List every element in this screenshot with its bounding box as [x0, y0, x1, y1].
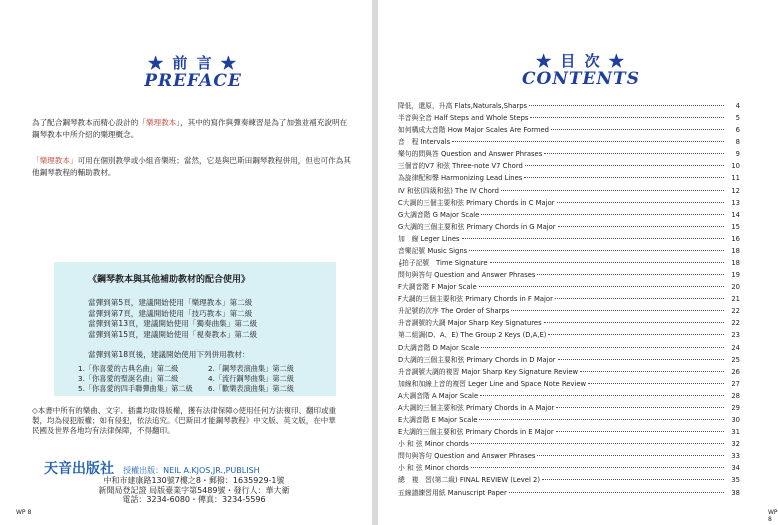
preface-heading [118, 52, 268, 90]
toc-leader-dots [544, 153, 724, 154]
toc-leader-dots [501, 190, 724, 191]
toc-entry-page: 22 [731, 319, 740, 328]
toc-entry-page: 6 [735, 126, 740, 135]
toc-leader-dots [471, 467, 724, 468]
toc-leader-dots [556, 431, 724, 432]
toc-entry-page: 22 [731, 307, 740, 316]
toc-entry [398, 136, 740, 148]
toc-entry-page: 23 [731, 331, 740, 340]
toc-entry-title: G大調音階 G Major Scale [398, 210, 480, 219]
toc-leader-dots [556, 407, 724, 408]
toc-entry [398, 221, 740, 233]
book-list-column-left [78, 364, 203, 394]
paragraph-1-lead: 為了配合鋼琴教本而精心設計的「 [32, 118, 146, 127]
toc-leader-dots [480, 395, 724, 396]
toc-entry-page: 34 [731, 464, 740, 473]
toc-entry-title: F大調音階 F Major Scale [398, 283, 477, 292]
toc-entry-title: 五線譜練習用紙 Manuscript Paper [398, 488, 507, 497]
toc-leader-dots [462, 238, 724, 239]
toc-leader-dots [542, 479, 724, 480]
toc-leader-dots [479, 419, 724, 420]
toc-entry-title: 音樂記號 Music Signs [398, 246, 468, 255]
usage-line: 當彈到第15頁，建議開始使用「視奏教本」第二級 [88, 329, 258, 339]
toc-entry [398, 197, 740, 209]
toc-leader-dots [558, 226, 724, 227]
toc-entry-title: D大調音階 D Major Scale [398, 343, 480, 352]
toc-entry [398, 378, 740, 390]
book-item: 5.「你喜愛的四手聯彈曲集」第二級 [78, 384, 193, 393]
toc-entry-title: 升記號的次序 The Order of Sharps [398, 307, 510, 316]
toc-entry-page: 9 [735, 150, 740, 159]
toc-entry-title: 半音與全音 Half Steps and Whole Steps [398, 114, 529, 123]
toc-entry [398, 450, 740, 462]
toc-leader-dots [529, 105, 724, 106]
toc-entry-title: 如何構成大音階 How Major Scales Are Formed [398, 126, 550, 135]
toc-entry-page: 15 [731, 222, 740, 231]
toc-entry [398, 414, 740, 426]
toc-entry [398, 293, 740, 305]
usage-line: 當彈到第5頁，建議開始使用「樂理教本」第二級 [88, 298, 253, 307]
toc-entry-title: G大調的三個主要和弦 Primary Chords in G Major [398, 222, 556, 231]
toc-leader-dots [530, 117, 724, 118]
toc-entry-title: E大調音階 E Major Scale [398, 416, 478, 425]
toc-leader-dots [558, 359, 724, 360]
preface-page [0, 0, 372, 525]
toc-entry-title: 小 和 弦 Minor chords [398, 440, 469, 449]
toc-entry [398, 160, 740, 172]
publisher-header [44, 458, 344, 476]
toc-entry-title: 第二組調(D、A、E) The Group 2 Keys (D,A,E) [398, 331, 547, 340]
toc-entry-title: C大調的三個主要和弦 Primary Chords in C Major [398, 198, 555, 207]
toc-entry-page: 10 [731, 162, 740, 171]
toc-leader-dots [580, 371, 724, 372]
contents-page [378, 0, 778, 525]
toc-leader-dots [588, 383, 724, 384]
toc-entry [398, 257, 740, 269]
book-item: 6.「歡樂表演曲集」第二級 [208, 384, 294, 393]
toc-entry [398, 487, 740, 499]
toc-leader-dots [509, 492, 724, 493]
toc-entry [398, 269, 740, 281]
book-list-column-right [208, 364, 333, 394]
toc-entry-title: 加 線 Leger Lines [398, 234, 460, 243]
toc-entry-page: 4 [735, 102, 740, 110]
toc-entry-title: 𝄞拍子記號 Time Signature [398, 259, 488, 268]
toc-entry-page: 14 [731, 210, 740, 219]
usage-line: 當彈到第13頁，建議開始使用「獨奏曲集」第二級 [88, 319, 258, 328]
toc-entry [398, 209, 740, 221]
preface-paragraph-1 [32, 117, 352, 141]
toc-leader-dots [490, 262, 724, 263]
toc-entry [398, 124, 740, 136]
toc-entry-title: 升音調號大調的複習 Major Sharp Key Signature Review [398, 367, 579, 376]
toc-entry [398, 390, 740, 402]
toc-entry-page: 12 [731, 186, 740, 195]
toc-entry-title: IV 和弦(四級和弦) The IV Chord [398, 186, 499, 195]
toc-entry-title: A大調音階 A Major Scale [398, 391, 479, 400]
toc-leader-dots [555, 298, 724, 299]
box-note: 當彈到第18頁後，建議開始使用下列併用教材： [88, 350, 250, 359]
toc-entry-page: 27 [731, 379, 740, 388]
toc-leader-dots [471, 443, 724, 444]
toc-entry-page: 33 [731, 452, 740, 461]
toc-entry [398, 317, 740, 329]
toc-entry [398, 100, 740, 112]
toc-entry [398, 281, 740, 293]
paragraph-1-highlight: 樂理教本 [145, 118, 177, 127]
toc-leader-dots [551, 129, 724, 130]
toc-entry [398, 402, 740, 414]
box-title: 《鋼琴教本與其他補助教材的配合使用》 [88, 275, 251, 285]
contents-heading-chinese: ★ 目 次 ★ [536, 52, 626, 70]
page-folio: WP 8 [16, 509, 32, 516]
toc-leader-dots [557, 202, 724, 203]
toc-entry [398, 185, 740, 197]
toc-entry-title: 三個音的V7 和弦 Three-note V7 Chord [398, 162, 523, 171]
toc-entry [398, 245, 740, 257]
preface-heading-chinese: ★ 前 言 ★ [148, 54, 238, 72]
toc-leader-dots [537, 455, 724, 456]
page-folio: WP 8 [768, 509, 778, 523]
book-item: 4.「流行鋼琴曲集」第二級 [208, 374, 294, 383]
toc-leader-dots [469, 250, 724, 251]
toc-entry-page: 16 [731, 234, 740, 243]
toc-entry [398, 329, 740, 341]
publisher-block [44, 458, 344, 505]
toc-entry [398, 233, 740, 245]
toc-entry [398, 462, 740, 474]
toc-leader-dots [481, 347, 724, 348]
toc-leader-dots [524, 177, 724, 178]
supplementary-materials-box [54, 262, 336, 396]
publisher-address: 中和市建康路130號7樓之8・郵撥：1635929-1號 [103, 476, 285, 485]
toc-entry [398, 342, 740, 354]
toc-entry-page: 28 [731, 391, 740, 400]
toc-entry-page: 25 [731, 355, 740, 364]
toc-entry-page: 35 [731, 476, 740, 485]
toc-entry-title: 加線和加線上音的複習 Leger Line and Space Note Review [398, 379, 587, 388]
toc-entry-page: 18 [731, 259, 740, 268]
toc-leader-dots [481, 214, 724, 215]
toc-entry-page: 18 [731, 246, 740, 255]
book-item: 2.「鋼琴表演曲集」第二級 [208, 364, 294, 373]
copyright-notice: ◇本書中所有的樂曲、文字、插畫均取得版權，獲有法律保障◇使用任何方法複印、翻印或重製，均為侵犯版權；如有侵犯，依法追究。《巴斯田才能鋼琴教程》中文版、英文版，在中華民國及世界各地均有法律保障，不得翻印。 [32, 406, 337, 435]
toc-leader-dots [544, 322, 724, 323]
toc-entry-title: 音 程 Intervals [398, 138, 451, 147]
publisher-phone: 電話：3234-6080・傳真：3234-5596 [122, 495, 266, 504]
toc-entry-page: 19 [731, 271, 740, 280]
toc-entry-title: E大調的三個主要和弦 Primary Chords in E Major [398, 428, 554, 437]
toc-entry [398, 474, 740, 486]
toc-entry-title: 降低，還原，升高 Flats,Naturals,Sharps [398, 102, 528, 110]
toc-entry [398, 354, 740, 366]
preface-paragraph-2 [32, 155, 352, 179]
toc-leader-dots [479, 286, 724, 287]
publisher-registration: 新聞局登記證 局版臺業字第5489號・發行人：華大衛 [98, 485, 290, 495]
toc-entry-page: 21 [731, 295, 740, 304]
toc-entry-title: 問句與答句 Question and Answer Phrases [398, 452, 536, 461]
toc-entry-title: A大調的三個主要和弦 Primary Chords in A Major [398, 403, 555, 412]
toc-entry-page: 31 [731, 428, 740, 437]
toc-entry [398, 112, 740, 124]
contents-heading [506, 50, 656, 88]
toc-entry-title: 為旋律配和聲 Harmonizing Lead Lines [398, 174, 523, 183]
toc-entry [398, 172, 740, 184]
toc-entry-page: 24 [731, 343, 740, 352]
usage-schedule [88, 298, 257, 340]
toc-entry-page: 26 [731, 367, 740, 376]
toc-entry-title: 問句與答句 Question and Answer Phrases [398, 271, 536, 280]
table-of-contents [398, 100, 740, 499]
publisher-authorization: 授權出版：NEIL A.KJOS,JR.,PUBLISH [123, 466, 260, 475]
contents-heading-english: CONTENTS [522, 69, 640, 89]
paragraph-2-rest: 可用在個別教學或小組音樂班；當然，它是與巴斯田鋼琴教程併用，但也可作為其他鋼琴教程的輔助教材。 [32, 156, 351, 177]
toc-leader-dots [537, 274, 724, 275]
publisher-name: 天音出版社 [44, 461, 114, 477]
toc-entry-page: 30 [731, 416, 740, 425]
toc-entry-page: 20 [731, 283, 740, 292]
toc-leader-dots [548, 334, 724, 335]
toc-entry-title: 升音調號的大調 Major Sharp Key Signatures [398, 319, 542, 328]
toc-leader-dots [452, 141, 724, 142]
toc-entry-title: 小 和 弦 Minor chords [398, 464, 469, 473]
toc-entry-page: 8 [735, 138, 740, 147]
paragraph-1-rest: 」，其中的寫作與彈奏練習是為了加強並補充說明在鋼琴教本中所介紹的樂理概念。 [32, 118, 348, 139]
toc-entry [398, 366, 740, 378]
toc-entry-title: D大調的三個主要和弦 Primary Chords in D Major [398, 355, 556, 364]
toc-entry-page: 13 [731, 198, 740, 207]
toc-leader-dots [525, 165, 724, 166]
usage-line: 當彈到第7頁，建議開始使用「技巧教本」第二級 [88, 308, 253, 318]
toc-entry [398, 148, 740, 160]
toc-entry-page: 29 [731, 403, 740, 412]
toc-entry [398, 305, 740, 317]
toc-entry-page: 32 [731, 440, 740, 449]
preface-heading-english: PREFACE [144, 71, 242, 91]
toc-entry-title: 總 複 習(第二級) FINAL REVIEW (Level 2) [398, 476, 541, 485]
paragraph-2-highlight: 「樂理教本」 [32, 156, 78, 165]
toc-leader-dots [511, 310, 724, 311]
book-item: 1.「你喜愛的古典名曲」第二級 [78, 364, 179, 373]
toc-entry-title: 樂句的問與答 Question and Answer Phrases [398, 150, 543, 159]
toc-entry-title: F大調的三個主要和弦 Primary Chords in F Major [398, 295, 553, 304]
toc-entry [398, 438, 740, 450]
toc-entry-page: 11 [731, 174, 740, 183]
book-item: 3.「你喜愛的聖誕名曲」第二級 [78, 374, 179, 383]
toc-entry-page: 5 [735, 114, 740, 123]
toc-entry [398, 426, 740, 438]
toc-entry-page: 38 [731, 488, 740, 497]
